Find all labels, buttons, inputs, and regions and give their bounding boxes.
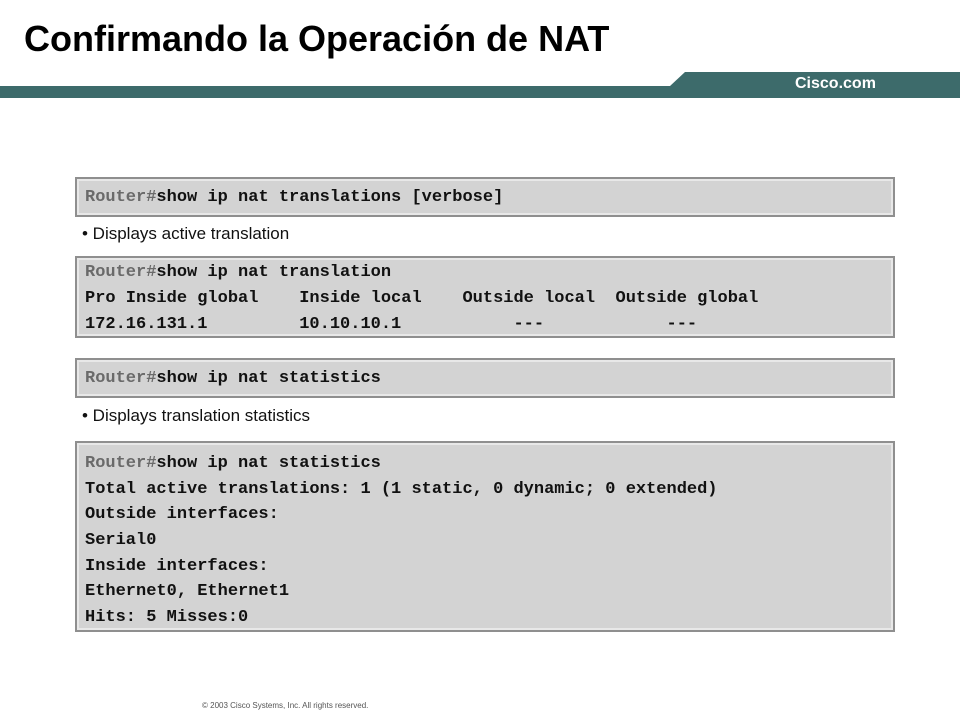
slide-title: Confirmando la Operación de NAT (24, 18, 610, 59)
note-active-translation: • Displays active translation (82, 224, 290, 243)
cli-output-line: Total active translations: 1 (1 static, 0 dynamic; 0 extended) (85, 480, 718, 499)
cli-prompt: Router# (85, 263, 157, 282)
cli-box-statistics-output (75, 441, 895, 632)
cli-output-line: Serial0 (85, 531, 157, 550)
brand-logo-text: Cisco.com (795, 75, 876, 92)
cli-command-line (85, 369, 381, 389)
cli-box-translation-table (75, 256, 895, 338)
cli-output-line: Hits: 5 Misses:0 (85, 608, 249, 627)
note-translation-statistics: • Displays translation statistics (82, 406, 310, 425)
cli-output-line: Outside interfaces: (85, 505, 279, 524)
cli-output-line: Ethernet0, Ethernet1 (85, 582, 290, 601)
cli-output-line: Inside interfaces: (85, 557, 269, 576)
cli-table-header: Pro Inside global Inside local Outside local Outside global (85, 289, 759, 308)
cli-command: show ip nat translations [verbose] (156, 188, 504, 207)
cli-command-line (85, 188, 503, 208)
cli-command: show ip nat translation (156, 263, 392, 282)
cli-command: show ip nat statistics (156, 369, 381, 388)
cli-command: show ip nat statistics (156, 454, 381, 473)
cli-box-show-translations (75, 177, 895, 217)
copyright-footer: © 2003 Cisco Systems, Inc. All rights reserved. (202, 701, 369, 710)
cli-prompt: Router# (85, 454, 157, 473)
cli-table-row: 172.16.131.1 10.10.10.1 --- --- (85, 315, 698, 334)
cli-box-show-statistics (75, 358, 895, 398)
cli-command-line (85, 263, 391, 283)
cli-prompt: Router# (85, 188, 157, 207)
cli-command-line (85, 454, 381, 474)
cli-prompt: Router# (85, 369, 157, 388)
